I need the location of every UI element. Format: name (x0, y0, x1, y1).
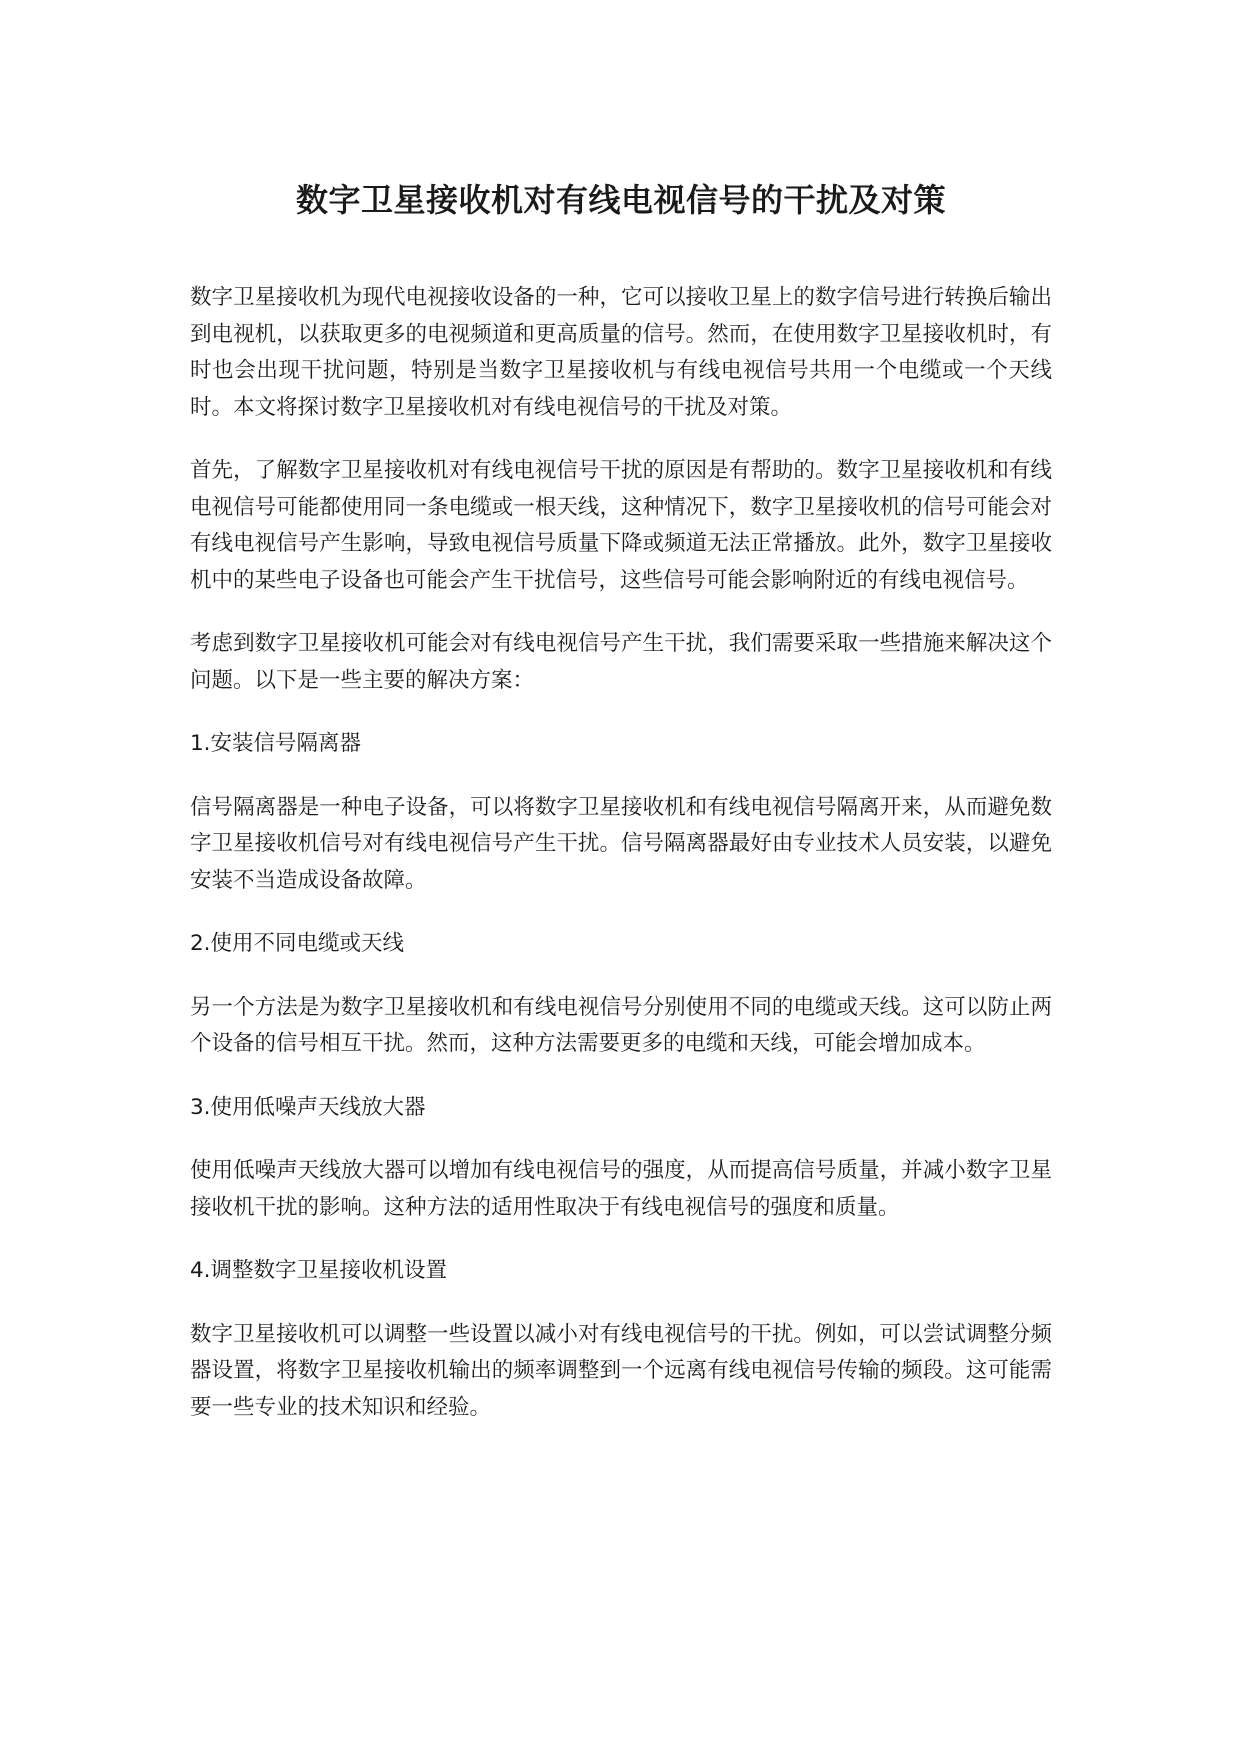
document-title: 数字卫星接收机对有线电视信号的干扰及对策 (295, 181, 946, 219)
paragraph-settings: 数字卫星接收机可以调整一些设置以减小对有线电视信号的干扰。例如，可以尝试调整分频器设置，将数字卫星接收机输出的频率调整到一个远离有线电视信号传输的频段。这可能需要一些专业的技术知识和经验。 (190, 1321, 1052, 1420)
section-heading-2: 2.使用不同电缆或天线 (190, 931, 405, 956)
paragraph-amplifier: 使用低噪声天线放大器可以增加有线电视信号的强度，从而提高信号质量，并减小数字卫星接收机干扰的影响。这种方法的适用性取决于有线电视信号的强度和质量。 (190, 1158, 1052, 1220)
paragraph-intro: 数字卫星接收机为现代电视接收设备的一种，它可以接收卫星上的数字信号进行转换后输出到电视机，以获取更多的电视频道和更高质量的信号。然而，在使用数字卫星接收机时，有时也会出现干扰问题，特别是当数字卫星接收机与有线电视信号共用一个电缆或一个天线时。本文将探讨数字卫星接收机对有线电视信号的干扰及对策。 (190, 285, 1052, 420)
paragraph-isolator: 信号隔离器是一种电子设备，可以将数字卫星接收机和有线电视信号隔离开来，从而避免数字卫星接收机信号对有线电视信号产生干扰。信号隔离器最好由专业技术人员安装，以避免安装不当造成设备故障。 (190, 794, 1052, 893)
document-body (190, 280, 1052, 1453)
paragraph-cause: 首先，了解数字卫星接收机对有线电视信号干扰的原因是有帮助的。数字卫星接收机和有线电视信号可能都使用同一条电缆或一根天线，这种情况下，数字卫星接收机的信号可能会对有线电视信号产生影响，导致电视信号质量下降或频道无法正常播放。此外，数字卫星接收机中的某些电子设备也可能会产生干扰信号，这些信号可能会影响附近的有线电视信号。 (190, 458, 1052, 593)
section-heading-3: 3.使用低噪声天线放大器 (190, 1094, 426, 1120)
paragraph-solutions-intro: 考虑到数字卫星接收机可能会对有线电视信号产生干扰，我们需要采取一些措施来解决这个问题。以下是一些主要的解决方案： (190, 631, 1052, 693)
section-heading-1: 1.安装信号隔离器 (190, 731, 362, 756)
paragraph-separate-cables: 另一个方法是为数字卫星接收机和有线电视信号分别使用不同的电缆或天线。这可以防止两个设备的信号相互干扰。然而，这种方法需要更多的电缆和天线，可能会增加成本。 (190, 994, 1052, 1056)
section-heading-4: 4.调整数字卫星接收机设置 (190, 1258, 448, 1283)
